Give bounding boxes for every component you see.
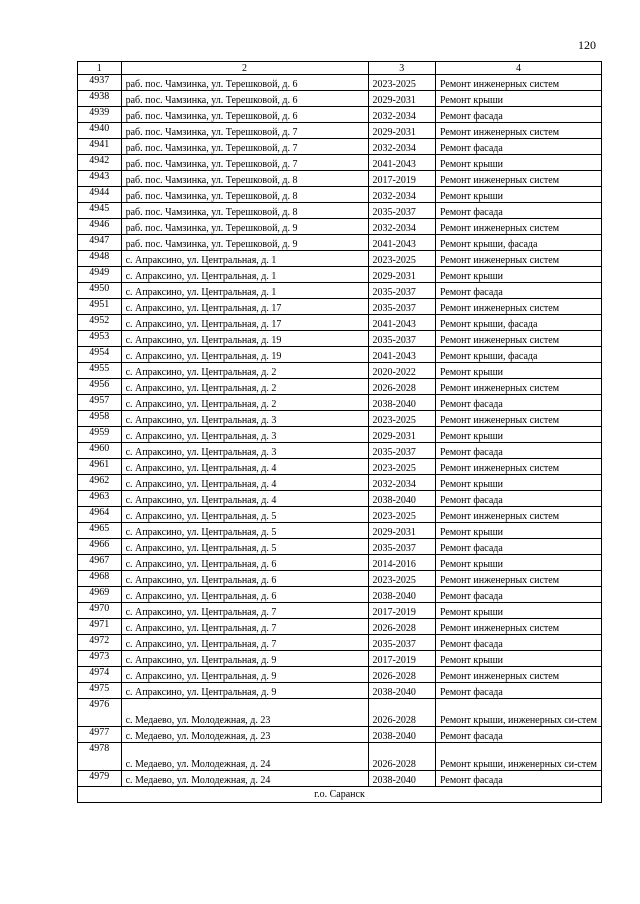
row-number: 4976 — [78, 699, 122, 727]
address-cell: с. Апраксино, ул. Центральная, д. 4 — [121, 475, 368, 491]
address-cell: раб. пос. Чамзинка, ул. Терешковой, д. 6 — [121, 107, 368, 123]
work-type-cell: Ремонт крыши — [435, 155, 601, 171]
address-cell: с. Апраксино, ул. Центральная, д. 17 — [121, 315, 368, 331]
page-number: 120 — [578, 38, 596, 52]
period-cell: 2035-2037 — [368, 299, 435, 315]
table-row — [78, 603, 602, 619]
period-cell: 2029-2031 — [368, 91, 435, 107]
address-cell: с. Апраксино, ул. Центральная, д. 1 — [121, 283, 368, 299]
work-type-cell: Ремонт крыши, инженерных си-стем — [435, 699, 601, 727]
table-row — [78, 91, 602, 107]
work-type-cell: Ремонт фасада — [435, 107, 601, 123]
column-header: 1 — [78, 62, 122, 75]
work-type-cell: Ремонт инженерных систем — [435, 219, 601, 235]
row-number: 4939 — [78, 107, 122, 123]
table-row — [78, 331, 602, 347]
period-cell: 2038-2040 — [368, 771, 435, 787]
period-cell: 2041-2043 — [368, 347, 435, 363]
address-cell: раб. пос. Чамзинка, ул. Терешковой, д. 9 — [121, 219, 368, 235]
address-cell: с. Апраксино, ул. Центральная, д. 9 — [121, 683, 368, 699]
work-type-cell: Ремонт крыши — [435, 91, 601, 107]
row-number: 4973 — [78, 651, 122, 667]
work-type-cell: Ремонт инженерных систем — [435, 299, 601, 315]
period-cell: 2035-2037 — [368, 443, 435, 459]
table-row — [78, 203, 602, 219]
row-number: 4955 — [78, 363, 122, 379]
table-row — [78, 219, 602, 235]
address-cell: с. Апраксино, ул. Центральная, д. 7 — [121, 603, 368, 619]
row-number: 4950 — [78, 283, 122, 299]
work-type-cell: Ремонт инженерных систем — [435, 251, 601, 267]
table-row — [78, 379, 602, 395]
address-cell: с. Апраксино, ул. Центральная, д. 9 — [121, 667, 368, 683]
work-type-cell: Ремонт фасада — [435, 203, 601, 219]
work-type-cell: Ремонт фасада — [435, 683, 601, 699]
address-cell: с. Апраксино, ул. Центральная, д. 7 — [121, 635, 368, 651]
section-title: г.о. Саранск — [78, 787, 602, 803]
work-type-cell: Ремонт инженерных систем — [435, 75, 601, 91]
work-type-cell: Ремонт фасада — [435, 443, 601, 459]
period-cell: 2029-2031 — [368, 427, 435, 443]
table-row — [78, 507, 602, 523]
row-number: 4944 — [78, 187, 122, 203]
address-cell: с. Апраксино, ул. Центральная, д. 3 — [121, 411, 368, 427]
work-type-cell: Ремонт крыши — [435, 651, 601, 667]
table-row — [78, 555, 602, 571]
address-cell: с. Апраксино, ул. Центральная, д. 3 — [121, 443, 368, 459]
address-cell: раб. пос. Чамзинка, ул. Терешковой, д. 8 — [121, 171, 368, 187]
address-cell: с. Медаево, ул. Молодежная, д. 23 — [121, 699, 368, 727]
address-cell: раб. пос. Чамзинка, ул. Терешковой, д. 7 — [121, 123, 368, 139]
address-cell: раб. пос. Чамзинка, ул. Терешковой, д. 8 — [121, 203, 368, 219]
work-type-cell: Ремонт крыши — [435, 187, 601, 203]
table-row — [78, 667, 602, 683]
row-number: 4970 — [78, 603, 122, 619]
period-cell: 2023-2025 — [368, 571, 435, 587]
address-cell: с. Апраксино, ул. Центральная, д. 7 — [121, 619, 368, 635]
row-number: 4972 — [78, 635, 122, 651]
row-number: 4960 — [78, 443, 122, 459]
work-type-cell: Ремонт инженерных систем — [435, 619, 601, 635]
row-number: 4940 — [78, 123, 122, 139]
row-number: 4977 — [78, 727, 122, 743]
address-cell: с. Апраксино, ул. Центральная, д. 4 — [121, 491, 368, 507]
period-cell: 2017-2019 — [368, 651, 435, 667]
work-type-cell: Ремонт крыши — [435, 555, 601, 571]
period-cell: 2035-2037 — [368, 635, 435, 651]
address-cell: с. Апраксино, ул. Центральная, д. 6 — [121, 587, 368, 603]
work-type-cell: Ремонт фасада — [435, 771, 601, 787]
row-number: 4952 — [78, 315, 122, 331]
period-cell: 2026-2028 — [368, 743, 435, 771]
row-number: 4954 — [78, 347, 122, 363]
table-row — [78, 107, 602, 123]
row-number: 4964 — [78, 507, 122, 523]
table-row — [78, 539, 602, 555]
work-type-cell: Ремонт фасада — [435, 283, 601, 299]
address-cell: с. Апраксино, ул. Центральная, д. 6 — [121, 555, 368, 571]
table-row — [78, 187, 602, 203]
work-type-cell: Ремонт крыши, инженерных си-стем — [435, 743, 601, 771]
table-row — [78, 743, 602, 771]
work-type-cell: Ремонт крыши — [435, 603, 601, 619]
table-row — [78, 155, 602, 171]
address-cell: с. Медаево, ул. Молодежная, д. 23 — [121, 727, 368, 743]
row-number: 4957 — [78, 395, 122, 411]
table-row — [78, 411, 602, 427]
period-cell: 2035-2037 — [368, 203, 435, 219]
period-cell: 2035-2037 — [368, 331, 435, 347]
address-cell: с. Апраксино, ул. Центральная, д. 3 — [121, 427, 368, 443]
row-number: 4962 — [78, 475, 122, 491]
work-type-cell: Ремонт инженерных систем — [435, 459, 601, 475]
period-cell: 2023-2025 — [368, 507, 435, 523]
work-type-cell: Ремонт крыши — [435, 363, 601, 379]
address-cell: раб. пос. Чамзинка, ул. Терешковой, д. 6 — [121, 75, 368, 91]
work-type-cell: Ремонт фасада — [435, 635, 601, 651]
table-row — [78, 699, 602, 727]
table-row — [78, 771, 602, 787]
table-row — [78, 523, 602, 539]
row-number: 4958 — [78, 411, 122, 427]
period-cell: 2029-2031 — [368, 523, 435, 539]
period-cell: 2032-2034 — [368, 475, 435, 491]
work-type-cell: Ремонт крыши — [435, 267, 601, 283]
period-cell: 2023-2025 — [368, 75, 435, 91]
period-cell: 2038-2040 — [368, 587, 435, 603]
period-cell: 2023-2025 — [368, 411, 435, 427]
period-cell: 2032-2034 — [368, 139, 435, 155]
row-number: 4978 — [78, 743, 122, 771]
table-row — [78, 363, 602, 379]
row-number: 4968 — [78, 571, 122, 587]
table-row — [78, 427, 602, 443]
row-number: 4963 — [78, 491, 122, 507]
table-row — [78, 635, 602, 651]
work-type-cell: Ремонт инженерных систем — [435, 571, 601, 587]
period-cell: 2038-2040 — [368, 683, 435, 699]
period-cell: 2032-2034 — [368, 107, 435, 123]
period-cell: 2017-2019 — [368, 171, 435, 187]
address-cell: с. Апраксино, ул. Центральная, д. 5 — [121, 539, 368, 555]
address-cell: раб. пос. Чамзинка, ул. Терешковой, д. 7 — [121, 155, 368, 171]
period-cell: 2035-2037 — [368, 539, 435, 555]
table-row — [78, 123, 602, 139]
work-type-cell: Ремонт крыши, фасада — [435, 235, 601, 251]
period-cell: 2041-2043 — [368, 155, 435, 171]
row-number: 4947 — [78, 235, 122, 251]
address-cell: раб. пос. Чамзинка, ул. Терешковой, д. 6 — [121, 91, 368, 107]
period-cell: 2023-2025 — [368, 459, 435, 475]
address-cell: с. Апраксино, ул. Центральная, д. 2 — [121, 363, 368, 379]
table-row — [78, 683, 602, 699]
work-type-cell: Ремонт инженерных систем — [435, 123, 601, 139]
row-number: 4974 — [78, 667, 122, 683]
work-type-cell: Ремонт фасада — [435, 727, 601, 743]
column-header: 2 — [121, 62, 368, 75]
work-type-cell: Ремонт инженерных систем — [435, 507, 601, 523]
table-row — [78, 171, 602, 187]
address-cell: с. Апраксино, ул. Центральная, д. 5 — [121, 507, 368, 523]
period-cell: 2029-2031 — [368, 123, 435, 139]
period-cell: 2029-2031 — [368, 267, 435, 283]
period-cell: 2026-2028 — [368, 699, 435, 727]
address-cell: с. Медаево, ул. Молодежная, д. 24 — [121, 743, 368, 771]
address-cell: с. Апраксино, ул. Центральная, д. 1 — [121, 251, 368, 267]
work-type-cell: Ремонт крыши, фасада — [435, 315, 601, 331]
row-number: 4965 — [78, 523, 122, 539]
row-number: 4937 — [78, 75, 122, 91]
period-cell: 2041-2043 — [368, 315, 435, 331]
work-type-cell: Ремонт фасада — [435, 395, 601, 411]
address-cell: с. Апраксино, ул. Центральная, д. 1 — [121, 267, 368, 283]
table-row — [78, 283, 602, 299]
period-cell: 2023-2025 — [368, 251, 435, 267]
row-number: 4949 — [78, 267, 122, 283]
table-row — [78, 267, 602, 283]
period-cell: 2020-2022 — [368, 363, 435, 379]
table-row — [78, 347, 602, 363]
work-type-cell: Ремонт крыши, фасада — [435, 347, 601, 363]
column-number-row — [78, 62, 602, 75]
address-cell: раб. пос. Чамзинка, ул. Терешковой, д. 8 — [121, 187, 368, 203]
address-cell: с. Апраксино, ул. Центральная, д. 19 — [121, 347, 368, 363]
row-number: 4948 — [78, 251, 122, 267]
address-cell: с. Апраксино, ул. Центральная, д. 9 — [121, 651, 368, 667]
row-number: 4959 — [78, 427, 122, 443]
row-number: 4966 — [78, 539, 122, 555]
work-type-cell: Ремонт инженерных систем — [435, 411, 601, 427]
row-number: 4942 — [78, 155, 122, 171]
address-cell: с. Апраксино, ул. Центральная, д. 19 — [121, 331, 368, 347]
period-cell: 2032-2034 — [368, 219, 435, 235]
period-cell: 2026-2028 — [368, 619, 435, 635]
address-cell: с. Медаево, ул. Молодежная, д. 24 — [121, 771, 368, 787]
column-header: 4 — [435, 62, 601, 75]
row-number: 4979 — [78, 771, 122, 787]
address-cell: с. Апраксино, ул. Центральная, д. 4 — [121, 459, 368, 475]
period-cell: 2038-2040 — [368, 395, 435, 411]
row-number: 4951 — [78, 299, 122, 315]
row-number: 4946 — [78, 219, 122, 235]
address-cell: с. Апраксино, ул. Центральная, д. 17 — [121, 299, 368, 315]
table-row — [78, 587, 602, 603]
table-row — [78, 475, 602, 491]
table-body — [78, 75, 602, 787]
table-row — [78, 315, 602, 331]
address-cell: раб. пос. Чамзинка, ул. Терешковой, д. 7 — [121, 139, 368, 155]
work-type-cell: Ремонт инженерных систем — [435, 171, 601, 187]
work-type-cell: Ремонт крыши — [435, 523, 601, 539]
work-type-cell: Ремонт фасада — [435, 587, 601, 603]
period-cell: 2032-2034 — [368, 187, 435, 203]
work-type-cell: Ремонт инженерных систем — [435, 667, 601, 683]
period-cell: 2026-2028 — [368, 667, 435, 683]
row-number: 4953 — [78, 331, 122, 347]
row-number: 4975 — [78, 683, 122, 699]
section-row — [78, 787, 602, 803]
work-type-cell: Ремонт крыши — [435, 475, 601, 491]
column-header: 3 — [368, 62, 435, 75]
row-number: 4956 — [78, 379, 122, 395]
period-cell: 2026-2028 — [368, 379, 435, 395]
work-type-cell: Ремонт фасада — [435, 539, 601, 555]
period-cell: 2038-2040 — [368, 727, 435, 743]
row-number: 4941 — [78, 139, 122, 155]
row-number: 4971 — [78, 619, 122, 635]
address-cell: с. Апраксино, ул. Центральная, д. 2 — [121, 395, 368, 411]
period-cell: 2038-2040 — [368, 491, 435, 507]
table-row — [78, 459, 602, 475]
table-row — [78, 75, 602, 91]
row-number: 4943 — [78, 171, 122, 187]
period-cell: 2041-2043 — [368, 235, 435, 251]
row-number: 4945 — [78, 203, 122, 219]
row-number: 4967 — [78, 555, 122, 571]
address-cell: с. Апраксино, ул. Центральная, д. 2 — [121, 379, 368, 395]
table-row — [78, 651, 602, 667]
table-row — [78, 235, 602, 251]
table-row — [78, 299, 602, 315]
table-row — [78, 491, 602, 507]
work-type-cell: Ремонт крыши — [435, 427, 601, 443]
address-cell: с. Апраксино, ул. Центральная, д. 5 — [121, 523, 368, 539]
table-row — [78, 727, 602, 743]
address-cell: раб. пос. Чамзинка, ул. Терешковой, д. 9 — [121, 235, 368, 251]
table-row — [78, 139, 602, 155]
table-row — [78, 619, 602, 635]
row-number: 4969 — [78, 587, 122, 603]
work-type-cell: Ремонт фасада — [435, 491, 601, 507]
period-cell: 2017-2019 — [368, 603, 435, 619]
period-cell: 2035-2037 — [368, 283, 435, 299]
table-row — [78, 571, 602, 587]
period-cell: 2014-2016 — [368, 555, 435, 571]
address-cell: с. Апраксино, ул. Центральная, д. 6 — [121, 571, 368, 587]
repair-schedule-table — [77, 61, 602, 803]
work-type-cell: Ремонт инженерных систем — [435, 379, 601, 395]
table-row — [78, 395, 602, 411]
row-number: 4938 — [78, 91, 122, 107]
work-type-cell: Ремонт инженерных систем — [435, 331, 601, 347]
table-row — [78, 443, 602, 459]
work-type-cell: Ремонт фасада — [435, 139, 601, 155]
row-number: 4961 — [78, 459, 122, 475]
table-row — [78, 251, 602, 267]
